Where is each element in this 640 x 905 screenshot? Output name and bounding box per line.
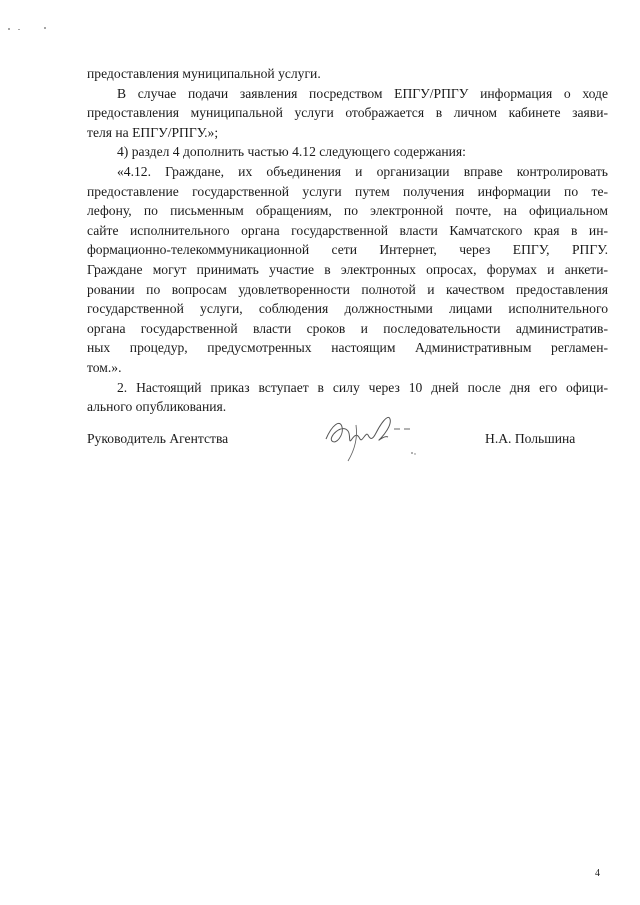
text-line: предоставления муниципальной услуги отображается в личном кабинете заяви- — [87, 105, 608, 121]
signer-position: Руководитель Агентства — [87, 431, 229, 446]
scan-speck — [18, 29, 20, 30]
text-line: формационно-телекоммуникационной сети Интернет, через ЕПГУ, РПГУ. — [87, 242, 608, 258]
text-line: государственной услуги, соблюдения должностными лицами исполнительного — [87, 301, 608, 317]
text-line: лефону, по письменным обращениям, по электронной почте, на официальном — [87, 203, 608, 219]
text-line: В случае подачи заявления посредством ЕПГУ/РПГУ информация о ходе — [117, 85, 608, 101]
signer-name: Н.А. Польшина — [485, 431, 576, 446]
text-line: ального опубликования. — [87, 399, 227, 415]
text-line: сайте исполнительного органа государственной власти Камчатского края в ин- — [87, 222, 608, 238]
text-line: теля на ЕПГУ/РПГУ.»; — [87, 124, 219, 140]
text-line: ных процедур, предусмотренных настоящим Административным регламен- — [87, 340, 608, 356]
page-number: 4 — [595, 868, 600, 879]
text-line: 4) раздел 4 дополнить частью 4.12 следующего содержания: — [117, 144, 466, 160]
document-body — [87, 64, 608, 417]
text-line: предоставление государственной услуги путем получения информации по те- — [87, 183, 608, 199]
scan-speck — [8, 28, 10, 30]
text-line: «4.12. Граждане, их объединения и организации вправе контролировать — [117, 163, 608, 179]
handwritten-signature — [318, 405, 428, 467]
text-line: ровании по вопросам удовлетворенности полнотой и качеством предоставления — [87, 281, 608, 297]
text-line: органа государственной власти сроков и последовательности административ- — [87, 320, 608, 336]
text-line: том.». — [87, 359, 122, 375]
text-line: предоставления муниципальной услуги. — [87, 66, 321, 81]
text-line: 2. Настоящий приказ вступает в силу через 10 дней после дня его офици- — [117, 379, 608, 395]
scan-speck — [44, 27, 46, 29]
text-line: Граждане могут принимать участие в электронных опросах, форумах и анкети- — [87, 261, 608, 277]
